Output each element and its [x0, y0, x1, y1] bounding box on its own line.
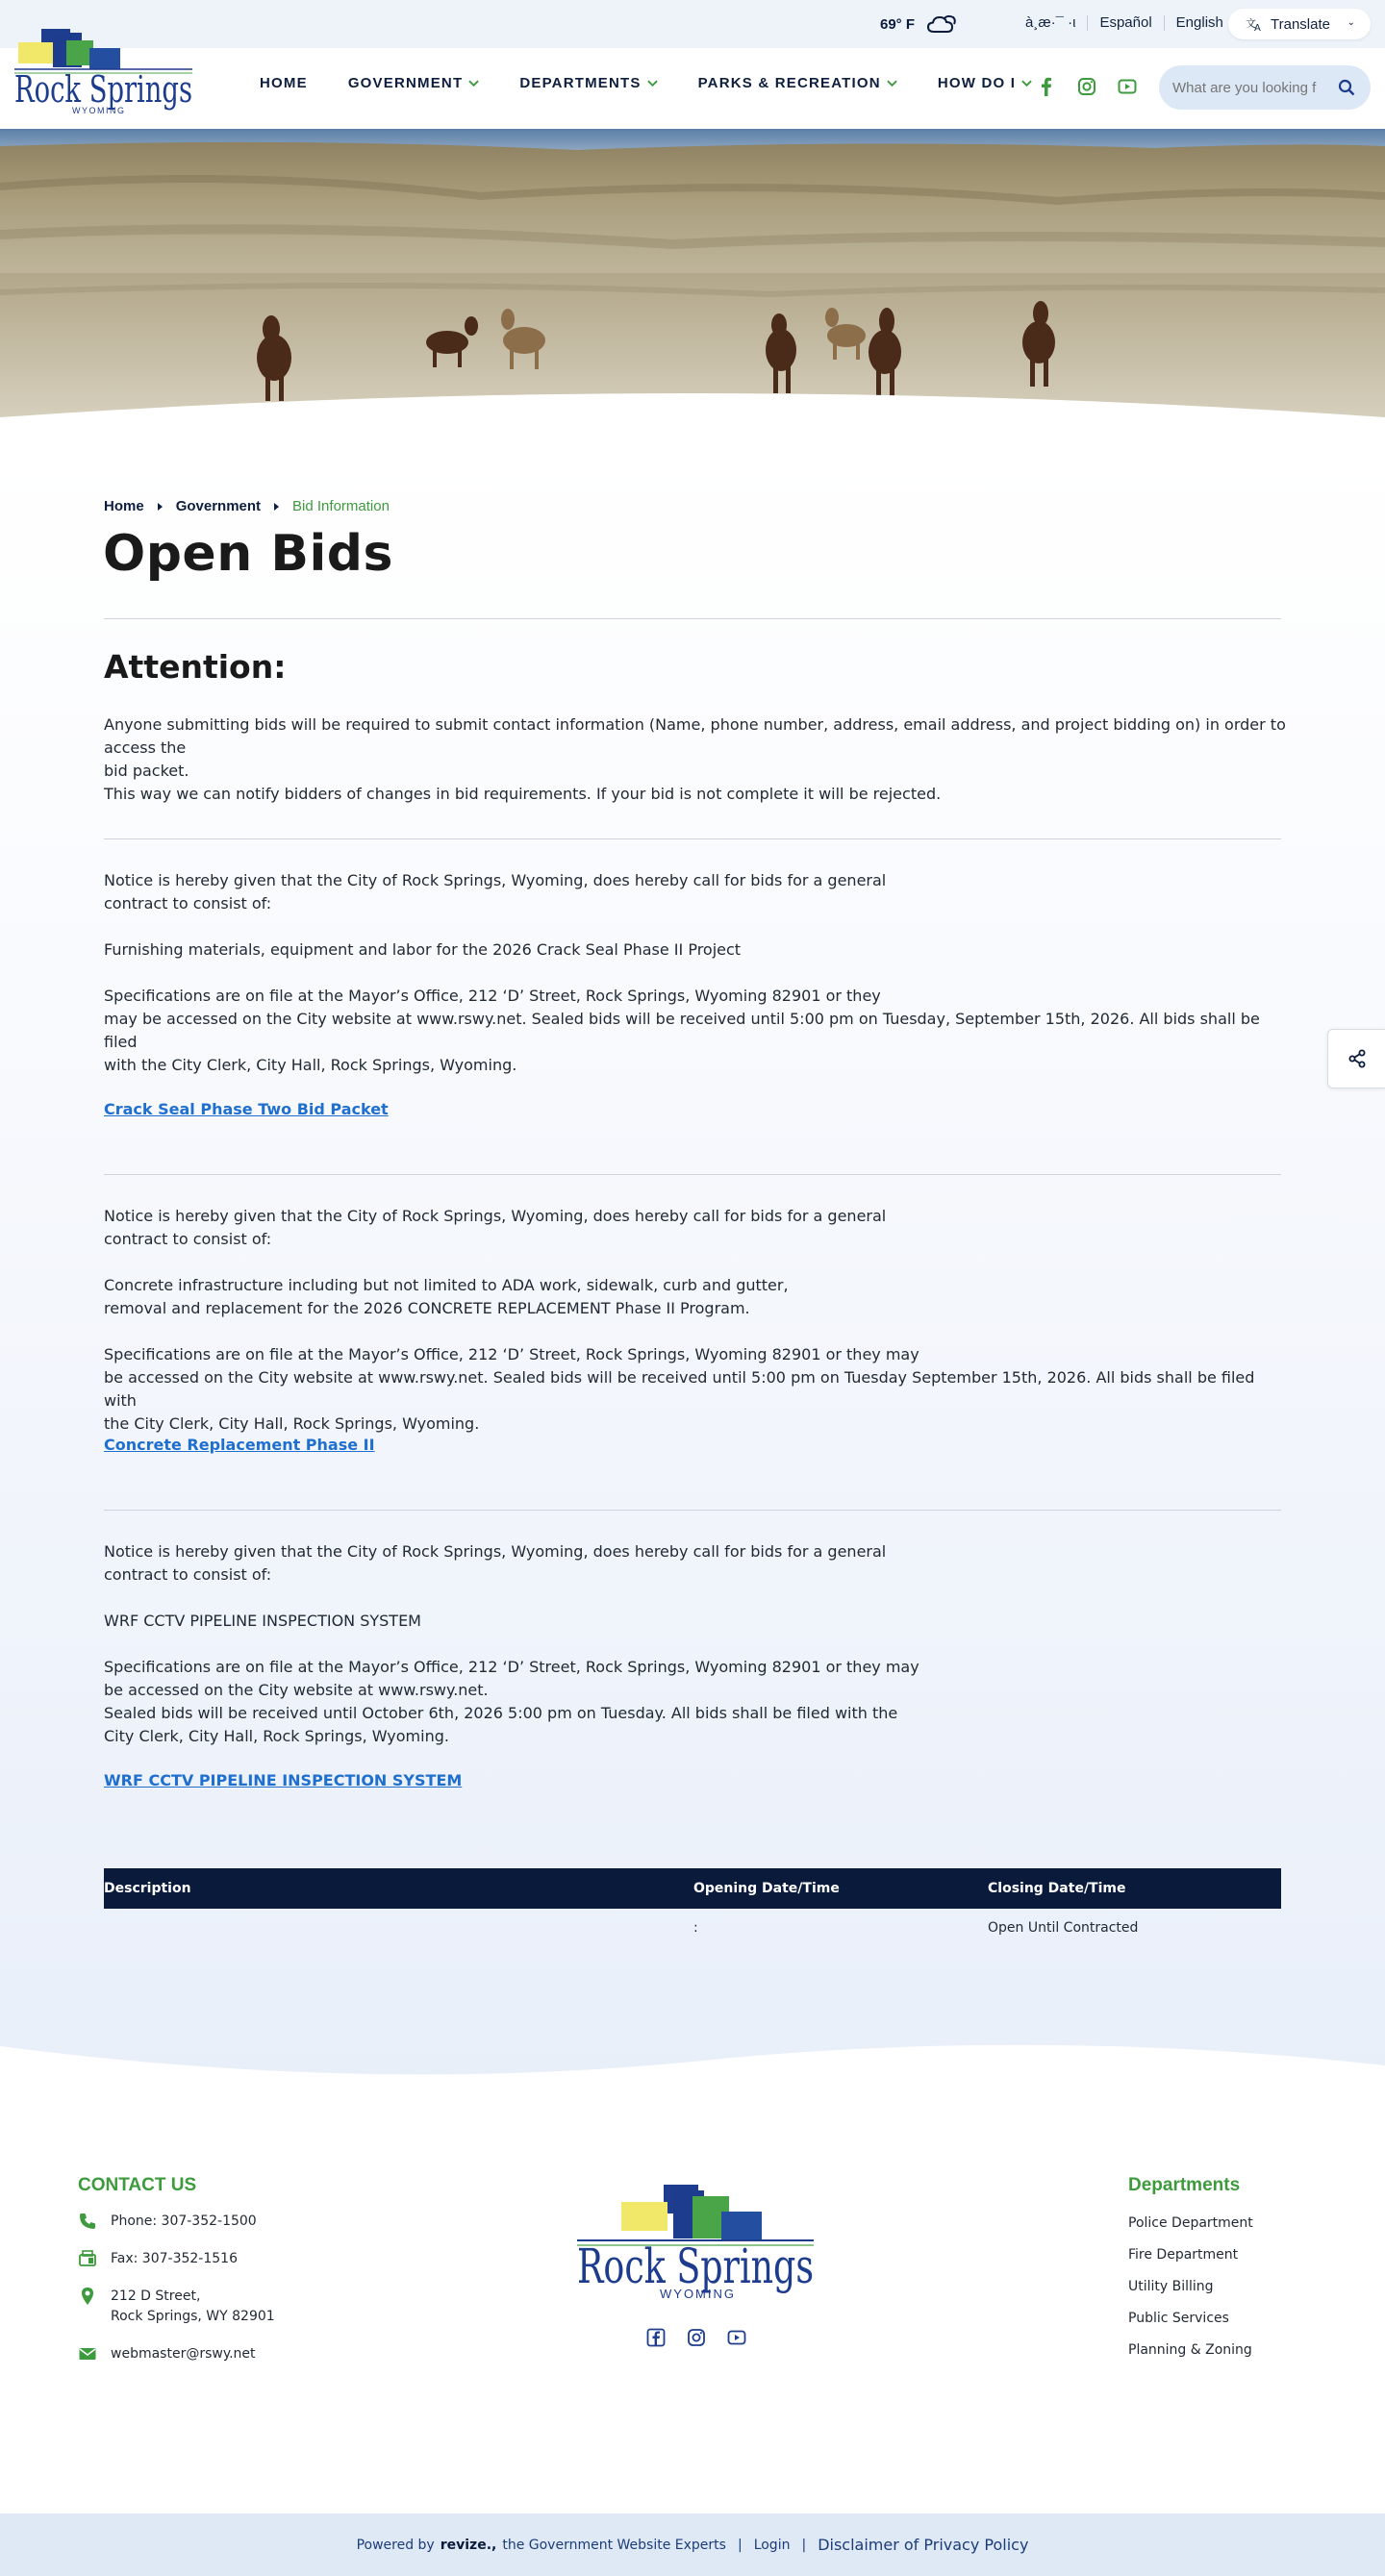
bid-3-packet-link[interactable]: WRF CCTV PIPELINE INSPECTION SYSTEM	[104, 1771, 463, 1789]
table-header-description: Description	[104, 1868, 693, 1909]
utility-bar	[0, 0, 1385, 48]
map-pin-icon	[78, 2287, 97, 2306]
attention-p1-line-2: bid packet.	[104, 762, 189, 780]
contact-phone-text: Phone: 307-352-1500	[111, 2213, 257, 2229]
address-line-2: Rock Springs, WY 82901	[111, 2309, 275, 2324]
bid-1-notice	[104, 869, 1287, 915]
bid-3-notice-line-2: contract to consist of:	[104, 1565, 272, 1584]
hero-banner	[0, 129, 1385, 446]
dept-link-fire[interactable]: Fire Department	[1128, 2247, 1239, 2263]
weather-temp: 69° F	[880, 15, 916, 33]
bottom-separator: |	[737, 2537, 743, 2553]
bid-2-spec-line-1: Specifications are on file at the Mayor’s Office, 212 ‘D’ Street, Rock Springs, Wyoming 82901 or they may	[104, 1345, 919, 1363]
table-cell-opening: :	[693, 1920, 698, 1936]
facebook-icon[interactable]	[1037, 77, 1056, 96]
divider	[104, 1174, 1281, 1175]
bid-3-specifications	[104, 1656, 1287, 1748]
contact-fax-text: Fax: 307-352-1516	[111, 2251, 238, 2266]
disclaimer-link[interactable]: Disclaimer of Privacy Policy	[818, 2536, 1029, 2554]
bid-1-spec-line-2: may be accessed on the City website at www.rswy.net. Sealed bids will be received until 5:00 pm on Tuesday, September 15th, 2026. All bids shall be filed	[104, 1010, 1260, 1051]
bid-2-spec-line-3: the City Clerk, City Hall, Rock Springs, Wyoming.	[104, 1414, 480, 1433]
nav-how-do-i[interactable]	[938, 75, 1032, 91]
bid-1-spec-line-1: Specifications are on file at the Mayor’s Office, 212 ‘D’ Street, Rock Springs, Wyoming 82901 or they	[104, 987, 881, 1005]
nav-home-label: HOME	[260, 75, 308, 91]
language-links	[1025, 15, 1235, 31]
bid-3-spec-line-1: Specifications are on file at the Mayor’s Office, 212 ‘D’ Street, Rock Springs, Wyoming 82901 or they may	[104, 1658, 919, 1676]
departments-heading: Departments	[1128, 2175, 1241, 2195]
instagram-icon[interactable]	[687, 2328, 706, 2347]
login-link[interactable]: Login	[753, 2537, 791, 2553]
share-icon	[1347, 1049, 1367, 1068]
fax-icon	[78, 2249, 97, 2268]
nav-government[interactable]	[348, 75, 480, 91]
youtube-icon[interactable]	[1118, 77, 1137, 96]
attention-paragraph-1	[104, 713, 1287, 783]
bid-1-packet-link[interactable]: Crack Seal Phase Two Bid Packet	[104, 1100, 389, 1118]
breadcrumb-current: Bid Information	[292, 498, 390, 514]
bid-3-spec-line-4: City Clerk, City Hall, Rock Springs, Wyoming.	[104, 1727, 449, 1745]
footer-logo-subtext: WYOMING	[660, 2287, 736, 2301]
search-input[interactable]	[1172, 80, 1317, 96]
breadcrumb	[104, 498, 390, 514]
lang-es-link[interactable]: Español	[1088, 15, 1164, 31]
powered-by-suffix: the Government Website Experts	[502, 2537, 726, 2553]
dept-link-police[interactable]: Police Department	[1128, 2215, 1253, 2231]
divider	[104, 838, 1281, 839]
chevron-down-icon	[468, 78, 479, 88]
page-title: Open Bids	[103, 525, 393, 583]
bid-2-packet-link[interactable]: Concrete Replacement Phase II	[104, 1436, 375, 1454]
bid-1-specifications	[104, 985, 1287, 1077]
bid-2-notice-line-2: contract to consist of:	[104, 1230, 272, 1248]
search-icon[interactable]	[1338, 79, 1355, 96]
footer-logo[interactable]	[577, 2185, 814, 2302]
attention-paragraph-2: This way we can notify bidders of changes in bid requirements. If your bid is not complete it will be rejected.	[104, 785, 942, 803]
table-cell-description	[104, 1909, 693, 1947]
main-content-area	[0, 446, 1385, 2081]
bid-3-scope: WRF CCTV PIPELINE INSPECTION SYSTEM	[104, 1612, 421, 1630]
table-header-row	[104, 1868, 1281, 1909]
bid-2-scope-line-1: Concrete infrastructure including but not limited to ADA work, sidewalk, curb and gutter,	[104, 1276, 789, 1294]
nav-how-do-i-label: HOW DO I	[937, 75, 1017, 91]
main-nav	[260, 75, 1072, 91]
table-row	[104, 1909, 1281, 1947]
nav-departments[interactable]	[519, 75, 657, 91]
nav-departments-label: DEPARTMENTS	[519, 75, 642, 91]
bottom-bar	[0, 2513, 1385, 2576]
contact-heading: CONTACT US	[78, 2175, 197, 2195]
table-header-closing: Closing Date/Time	[988, 1868, 1281, 1909]
bid-2-specifications	[104, 1343, 1287, 1436]
svg-text:文: 文	[1246, 17, 1256, 30]
contact-email-text: webmaster@rswy.net	[111, 2346, 256, 2362]
table-cell-closing: Open Until Contracted	[988, 1920, 1139, 1936]
contact-phone[interactable]	[78, 2212, 275, 2232]
bid-2-notice	[104, 1205, 1287, 1251]
contact-address	[78, 2287, 275, 2327]
breadcrumb-home[interactable]: Home	[104, 498, 144, 514]
chevron-down-icon: ⌄	[1347, 17, 1355, 28]
bid-1-notice-line-1: Notice is hereby given that the City of Rock Springs, Wyoming, does hereby call for bids for a general	[104, 871, 887, 889]
nav-parks-label: PARKS & RECREATION	[697, 75, 881, 91]
attention-heading: Attention:	[104, 648, 287, 686]
footer-contact	[78, 2175, 275, 2364]
revize-brand-link[interactable]: revize.,	[440, 2537, 497, 2553]
bottom-separator: |	[801, 2537, 807, 2553]
lang-native-link[interactable]: à¸æ·¯ ·ι	[1025, 15, 1088, 31]
translate-label: Translate	[1271, 15, 1330, 33]
address-line-1: 212 D Street,	[111, 2288, 201, 2304]
site-search	[1159, 65, 1371, 110]
nav-home[interactable]	[260, 75, 308, 91]
bid-1-spec-line-3: with the City Clerk, City Hall, Rock Springs, Wyoming.	[104, 1056, 517, 1074]
bid-2-notice-line-1: Notice is hereby given that the City of Rock Springs, Wyoming, does hereby call for bids for a general	[104, 1207, 887, 1225]
chevron-down-icon	[647, 78, 658, 88]
facebook-icon[interactable]	[646, 2328, 666, 2347]
nav-government-label: GOVERNMENT	[347, 75, 464, 91]
instagram-icon[interactable]	[1077, 77, 1096, 96]
footer-social-links	[646, 2328, 746, 2347]
contact-address-text	[111, 2287, 275, 2327]
contact-email[interactable]	[78, 2344, 275, 2364]
breadcrumb-government[interactable]: Government	[175, 498, 262, 514]
bid-3-notice	[104, 1540, 1287, 1587]
hero-landscape-image	[0, 129, 1385, 446]
translate-button[interactable]	[1228, 9, 1371, 39]
footer-departments	[1128, 2175, 1253, 2372]
bids-table	[104, 1868, 1281, 1947]
dept-link-utility-billing[interactable]: Utility Billing	[1128, 2279, 1214, 2294]
breadcrumb-separator-icon	[158, 503, 163, 511]
phone-icon	[78, 2212, 97, 2231]
bid-1-notice-line-2: contract to consist of:	[104, 894, 272, 913]
powered-by-prefix: Powered by	[356, 2537, 435, 2553]
bid-2-spec-line-2: be accessed on the City website at www.rswy.net. Sealed bids will be received until 5:00 pm on Tuesday September 15th, 2026. All bids shall be filed with	[104, 1368, 1255, 1410]
logo-subtext: WYOMING	[72, 106, 126, 115]
site-logo[interactable]	[14, 27, 192, 115]
footer-logo-text: Rock Springs	[577, 2238, 814, 2294]
table-header-opening: Opening Date/Time	[693, 1868, 988, 1909]
dept-link-public-services[interactable]: Public Services	[1128, 2311, 1229, 2326]
nav-parks-recreation[interactable]	[698, 75, 897, 91]
dept-link-planning-zoning[interactable]: Planning & Zoning	[1128, 2342, 1252, 2358]
svg-text:A: A	[1254, 23, 1261, 32]
translate-icon	[1246, 16, 1263, 32]
bid-2-scope-line-2: removal and replacement for the 2026 CONCRETE REPLACEMENT Phase II Program.	[104, 1299, 750, 1317]
bid-3-notice-line-1: Notice is hereby given that the City of Rock Springs, Wyoming, does hereby call for bids for a general	[104, 1542, 887, 1561]
bid-3-spec-line-3: Sealed bids will be received until October 6th, 2026 5:00 pm on Tuesday. All bids shall be filed with the	[104, 1704, 898, 1722]
divider	[104, 1510, 1281, 1511]
logo-text: Rock Springs	[14, 68, 192, 111]
bid-3-spec-line-2: be accessed on the City website at www.rswy.net.	[104, 1681, 489, 1699]
bid-1-scope: Furnishing materials, equipment and labor for the 2026 Crack Seal Phase II Project	[104, 940, 742, 959]
attention-p1-line-1: Anyone submitting bids will be required to submit contact information (Name, phone number, address, email address, and project bidding on) in order to access the	[104, 715, 1286, 757]
bid-2-scope	[104, 1274, 1287, 1320]
lang-en-link[interactable]: English	[1175, 14, 1223, 31]
divider	[104, 618, 1281, 619]
email-icon	[78, 2344, 97, 2363]
header-social-links	[1037, 77, 1137, 96]
share-button[interactable]	[1327, 1029, 1385, 1088]
breadcrumb-separator-icon	[274, 503, 279, 511]
youtube-icon[interactable]	[727, 2328, 746, 2347]
chevron-down-icon	[1021, 78, 1032, 88]
chevron-down-icon	[887, 78, 897, 88]
cloud-icon	[926, 13, 957, 35]
weather-widget[interactable]	[880, 13, 957, 35]
contact-fax	[78, 2249, 275, 2269]
